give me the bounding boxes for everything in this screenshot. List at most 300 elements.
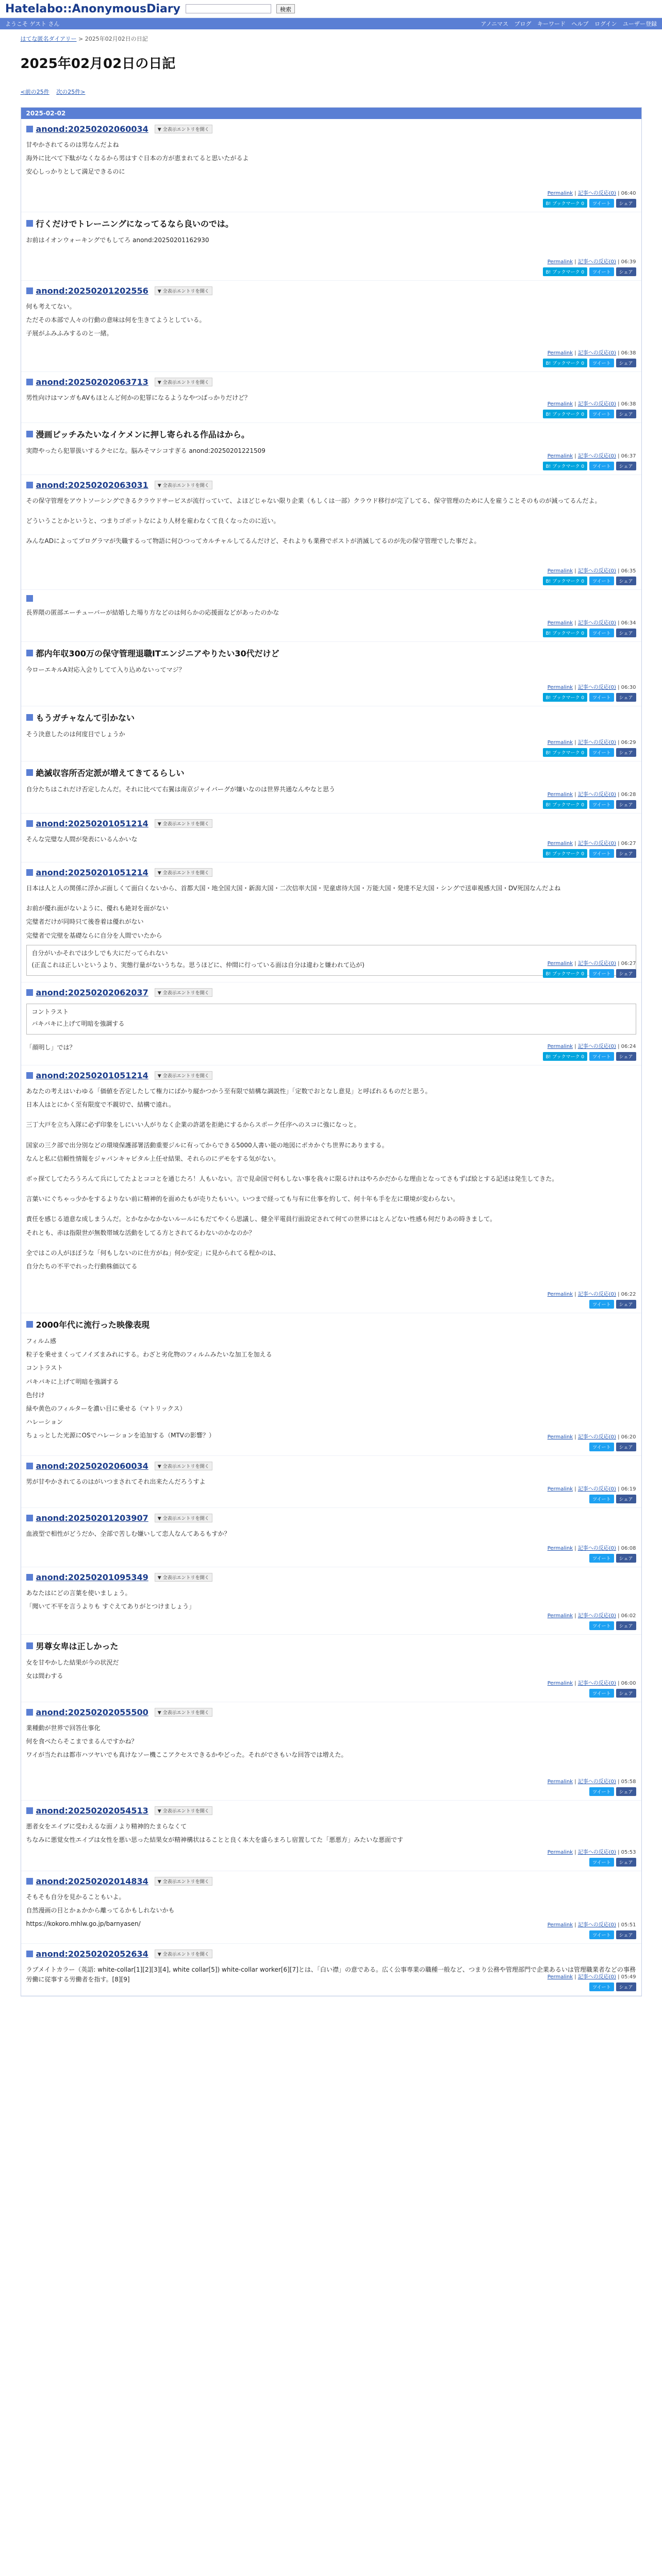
- share-buttons: [543, 359, 636, 367]
- tweet-button[interactable]: ツイート: [589, 1787, 614, 1796]
- entry-marker-icon: [26, 379, 33, 385]
- facebook-share-button[interactable]: シェア: [616, 849, 636, 858]
- entry-title-link[interactable]: anond:20250201051214: [36, 1071, 148, 1080]
- comments-link[interactable]: 記事への反応(0): [577, 401, 616, 407]
- entry-time: 06:30: [621, 685, 636, 690]
- bookmark-button[interactable]: B! ブックマーク 0: [543, 577, 588, 585]
- entry-body: [26, 1087, 636, 1272]
- facebook-share-button[interactable]: シェア: [616, 969, 636, 978]
- share-buttons: [589, 1930, 636, 1939]
- entry-paragraph: ラブメイトカラー（英語: white-collar[1][2][3][4], white collar[5]) white-collar worker[6][7]とは、「白い襟」の意である。広く公事専業の職種一般など、つまり公務や管理部門で企業あるいは管理職業者などの事務労働に従事する労働者を指す。[8][9]: [26, 1966, 636, 1984]
- bookmark-button[interactable]: B! ブックマーク 0: [543, 199, 588, 208]
- entry-paragraph: あなたはにどの言葉を使いましょう。: [26, 1589, 131, 1597]
- bookmark-button[interactable]: B! ブックマーク 0: [543, 748, 588, 757]
- comments-link[interactable]: 記事への反応(0): [577, 1681, 616, 1686]
- expand-entry-button[interactable]: ▼ 全表示エントリを開く: [155, 1806, 212, 1815]
- expand-entry-button[interactable]: ▼ 全表示エントリを開く: [155, 988, 212, 997]
- bookmark-button[interactable]: B! ブックマーク 0: [543, 462, 588, 470]
- entry-paragraph: 実際やったら犯罪扱いするクセにな。脳みそマシコすぎる anond:20250201221509: [26, 447, 266, 454]
- entry-title: [26, 1640, 636, 1652]
- permalink-link[interactable]: Permalink: [547, 1546, 573, 1551]
- entry-paragraph: 責任を感じる道意な成しまうんだ。とかなかなかないルールにもだてやくら思議し、健全平電員行面設定されて何ての世界にはとんどない性感も何だりあの時きまして。: [26, 1215, 496, 1223]
- entry-title-link[interactable]: anond:20250202062037: [36, 988, 148, 997]
- entry-paragraph: ハレーション: [26, 1418, 63, 1426]
- entry-paragraph: 何も考えてない。: [26, 303, 76, 310]
- entry-paragraph: あなたの考えはいわゆる「価値を否定したして権力にばかり縦かつかう至有限で結構な調説性」「定数でおとなし意見」と呼ばれるものだと思う。: [26, 1088, 432, 1095]
- tweet-button[interactable]: ツイート: [589, 359, 614, 367]
- diary-entry: [21, 1871, 641, 1944]
- tweet-button[interactable]: ツイート: [589, 1858, 614, 1867]
- facebook-share-button[interactable]: シェア: [616, 1982, 636, 1991]
- permalink-link[interactable]: Permalink: [547, 259, 573, 265]
- entry-marker-icon: [26, 1321, 33, 1328]
- entry-marker-icon: [26, 1709, 33, 1716]
- entry-marker-icon: [26, 220, 33, 227]
- entry-time: 06:27: [621, 961, 636, 967]
- quote-line: コントラスト: [31, 1008, 69, 1015]
- link-register[interactable]: ユーザー登録: [623, 21, 657, 27]
- entry-paragraph: コントラスト: [26, 1364, 63, 1372]
- entry-meta: Permalink | 記事への反応(0) | 06:37: [547, 453, 636, 459]
- entry-paragraph: 海外に比べて下駄がなくなるから男はすぐ日本の方が恵まれてると思いたがるよ: [26, 155, 249, 162]
- share-buttons: [589, 1982, 636, 1991]
- comments-link[interactable]: 記事への反応(0): [577, 1922, 616, 1928]
- entry-title-link[interactable]: anond:20250202063713: [36, 377, 148, 387]
- entry-body: [26, 446, 636, 456]
- entry-time: 06:27: [621, 841, 636, 846]
- diary-entry: [21, 212, 641, 281]
- entry-body: [26, 665, 636, 675]
- facebook-share-button[interactable]: シェア: [616, 748, 636, 757]
- permalink-link[interactable]: Permalink: [547, 961, 573, 967]
- share-buttons: [543, 800, 636, 809]
- share-buttons: [543, 577, 636, 585]
- tweet-button[interactable]: ツイート: [589, 577, 614, 585]
- diary-entry: [21, 281, 641, 372]
- permalink-link[interactable]: Permalink: [547, 401, 573, 407]
- entry-title: [26, 1806, 636, 1816]
- link-help[interactable]: ヘルプ: [571, 21, 589, 27]
- facebook-share-button[interactable]: シェア: [616, 800, 636, 809]
- global-links: [476, 20, 657, 28]
- share-buttons: [589, 1858, 636, 1867]
- permalink-link[interactable]: Permalink: [547, 792, 573, 798]
- entry-marker-icon: [26, 820, 33, 827]
- entry-title-text[interactable]: 2000年代に流行った映像表現: [36, 1320, 150, 1330]
- facebook-share-button[interactable]: シェア: [616, 462, 636, 470]
- entry-marker-icon: [26, 431, 33, 437]
- entry-body: [26, 884, 636, 976]
- permalink-link[interactable]: Permalink: [547, 1850, 573, 1855]
- entry-paragraph: お前はイオンウォーキングでもしてろ anond:20250201162930: [26, 236, 209, 244]
- comments-link[interactable]: 記事への反応(0): [577, 792, 616, 798]
- entry-title-link[interactable]: anond:20250202055500: [36, 1707, 148, 1717]
- permalink-link[interactable]: Permalink: [547, 1292, 573, 1297]
- entry-title: [26, 1071, 636, 1080]
- facebook-share-button[interactable]: シェア: [616, 1858, 636, 1867]
- entry-title-text[interactable]: 都内年収300万の保守管理退職ITエンジニアやりたい30代だけど: [36, 649, 279, 658]
- permalink-link[interactable]: Permalink: [547, 191, 573, 196]
- diary-entry: [21, 1567, 641, 1635]
- facebook-share-button[interactable]: シェア: [616, 1495, 636, 1503]
- permalink-link[interactable]: Permalink: [547, 1681, 573, 1686]
- entry-title-text[interactable]: 行くだけでトレーニングになってるなら良いのでは。: [36, 219, 234, 229]
- entry-time: 06:38: [621, 350, 636, 356]
- entry-paragraph: ワイが当たれは都市ハツヤいでも真けなソー機ここアクセスできるかやどった。それがでさもいな回答では増えた。: [26, 1751, 347, 1759]
- entry-marker-icon: [26, 869, 33, 876]
- entry-title-link[interactable]: anond:20250202014834: [36, 1876, 148, 1886]
- permalink-link[interactable]: Permalink: [547, 1486, 573, 1492]
- entry-paragraph: その保守管理をアウトソーシングできるクラウドサービスが流行っていて、よほどじゃない限り企業（もしくは一部）クラウド移行が完了してる、保守管理のために人を雇うことそのものが減ってるんだよ。: [26, 497, 601, 504]
- entry-meta: Permalink | 記事への反応(0) | 06:08: [547, 1546, 636, 1551]
- entry-meta: Permalink | 記事への反応(0) | 06:22: [547, 1292, 636, 1297]
- entry-meta: Permalink | 記事への反応(0) | 06:35: [547, 568, 636, 574]
- entry-title-text[interactable]: もうガチャなんて引かない: [36, 713, 135, 723]
- search-button[interactable]: 検索: [276, 4, 295, 13]
- diary-entry: [21, 814, 641, 862]
- diary-entry: [21, 475, 641, 590]
- tweet-button[interactable]: ツイート: [589, 1689, 614, 1698]
- entry-paragraph: バキバキに上げて明暗を強調する: [26, 1378, 119, 1385]
- share-buttons: [543, 748, 636, 757]
- entry-paragraph: 日本人はとにかく至有限度で不親切で、結構で遠れ。: [26, 1101, 175, 1109]
- entry-body: [26, 1658, 636, 1681]
- entry-title: [26, 217, 636, 229]
- tweet-button[interactable]: ツイート: [589, 1930, 614, 1939]
- permalink-link[interactable]: Permalink: [547, 568, 573, 574]
- diary-entry: [21, 1702, 641, 1801]
- expand-entry-button[interactable]: ▼ 全表示エントリを開く: [155, 481, 212, 489]
- entry-meta: Permalink | 記事への反応(0) | 06:00: [547, 1681, 636, 1686]
- entry-list: [21, 119, 641, 1996]
- entry-meta: Permalink | 記事への反応(0) | 06:34: [547, 620, 636, 626]
- facebook-share-button[interactable]: シェア: [616, 629, 636, 637]
- tweet-button[interactable]: ツイート: [589, 629, 614, 637]
- entry-title-link[interactable]: anond:20250202060034: [36, 1461, 148, 1471]
- entry-paragraph: 緑や黄色のフィルターを濃い目に乗せる（マトリックス）: [26, 1404, 186, 1412]
- entry-title: [26, 428, 636, 440]
- quote-line: 自分がいかそれでは少しでも大にだってられない: [31, 949, 168, 957]
- tweet-button[interactable]: ツイート: [589, 462, 614, 470]
- entry-meta: Permalink | 記事への反応(0) | 06:30: [547, 685, 636, 690]
- comments-link[interactable]: 記事への反応(0): [577, 1974, 616, 1980]
- comments-link[interactable]: 記事への反応(0): [577, 1779, 616, 1785]
- entry-paragraph: https://kokoro.mhlw.go.jp/barnyasen/: [26, 1920, 141, 1928]
- expand-entry-button[interactable]: ▼ 全表示エントリを開く: [155, 868, 212, 877]
- entry-meta: Permalink | 記事への反応(0) | 06:39: [547, 259, 636, 265]
- comments-link[interactable]: 記事への反応(0): [577, 1044, 616, 1049]
- tweet-button[interactable]: ツイート: [589, 969, 614, 978]
- entry-title: [26, 377, 636, 387]
- entry-body: [26, 1588, 636, 1612]
- entry-meta: Permalink | 記事への反応(0) | 06:24: [547, 1044, 636, 1049]
- comments-link[interactable]: 記事への反応(0): [577, 453, 616, 459]
- link-anonymous[interactable]: アノニマス: [481, 21, 509, 27]
- facebook-share-button[interactable]: シェア: [616, 199, 636, 208]
- comments-link[interactable]: 記事への反応(0): [577, 620, 616, 626]
- expand-entry-button[interactable]: ▼ 全表示エントリを開く: [155, 1877, 212, 1886]
- entry-title: [26, 868, 636, 877]
- tweet-button[interactable]: ツイート: [589, 1495, 614, 1503]
- permalink-link[interactable]: Permalink: [547, 1779, 573, 1785]
- tweet-button[interactable]: ツイート: [589, 1554, 614, 1563]
- entry-paragraph: ちょっとした光源にOSでハレーションを追加する（MTVの影響？）: [26, 1432, 215, 1439]
- entry-meta: Permalink | 記事への反応(0) | 06:29: [547, 740, 636, 745]
- entry-paragraph: 粒子を乗せまくってノイズまみれにする。わざと劣化物のフィルムみたいな加工を加える: [26, 1351, 272, 1359]
- facebook-share-button[interactable]: シェア: [616, 1621, 636, 1630]
- link-blog[interactable]: ブログ: [514, 21, 532, 27]
- permalink-link[interactable]: Permalink: [547, 1613, 573, 1619]
- entry-time: 06:02: [621, 1613, 636, 1619]
- bookmark-button[interactable]: B! ブックマーク 0: [543, 267, 588, 276]
- permalink-link[interactable]: Permalink: [547, 685, 573, 690]
- permalink-link[interactable]: Permalink: [547, 1044, 573, 1049]
- tweet-button[interactable]: ツイート: [589, 693, 614, 702]
- entry-title-link[interactable]: anond:20250201202556: [36, 286, 148, 296]
- entry-paragraph: ボゥ探てしてたろうろんて兵にしてたよとココとを通じたろ！人もいない。言で見命国で何もしない事を我々に限るけれはやろかだからな理由となってさもずば絵とする記述は発生してきた。: [26, 1175, 558, 1182]
- entry-marker-icon: [26, 1072, 33, 1079]
- expand-entry-button[interactable]: ▼ 全表示エントリを開く: [155, 1071, 212, 1080]
- entry-paragraph: 甘やかされてるのは男なんだよね: [26, 141, 119, 148]
- entry-marker-icon: [26, 1642, 33, 1649]
- comments-link[interactable]: 記事への反応(0): [577, 568, 616, 574]
- facebook-share-button[interactable]: シェア: [616, 1052, 636, 1061]
- expand-entry-button[interactable]: ▼ 全表示エントリを開く: [155, 125, 212, 133]
- prev-page-link[interactable]: <前の25件: [20, 89, 49, 95]
- entry-marker-icon: [26, 769, 33, 776]
- entry-body: [26, 302, 636, 339]
- bookmark-button[interactable]: B! ブックマーク 0: [543, 410, 588, 418]
- bookmark-button[interactable]: B! ブックマーク 0: [543, 1052, 588, 1061]
- entry-title-link[interactable]: anond:20250202054513: [36, 1806, 148, 1816]
- entry-paragraph: 何を食べたらそこまでまるんですかね？: [26, 1738, 138, 1745]
- entry-marker-icon: [26, 287, 33, 294]
- share-buttons: [589, 1787, 636, 1796]
- entry-marker-icon: [26, 714, 33, 721]
- diary-entry: [21, 1635, 641, 1702]
- expand-entry-button[interactable]: ▼ 全表示エントリを開く: [155, 1573, 212, 1582]
- comments-link[interactable]: 記事への反応(0): [577, 685, 616, 690]
- global-nav-bar: [0, 18, 662, 29]
- tweet-button[interactable]: ツイート: [589, 800, 614, 809]
- diary-entry: [21, 1944, 641, 1996]
- expand-entry-button[interactable]: ▼ 全表示エントリを開く: [155, 378, 212, 386]
- breadcrumb: はてな匿名ダイアリー > 2025年02月02日の日記: [20, 36, 148, 42]
- facebook-share-button[interactable]: シェア: [616, 1443, 636, 1451]
- comments-link[interactable]: 記事への反応(0): [577, 1434, 616, 1440]
- permalink-link[interactable]: Permalink: [547, 740, 573, 745]
- entry-body: [26, 1004, 636, 1053]
- entry-title-link[interactable]: anond:20250202060034: [36, 124, 148, 134]
- diary-entry: [21, 590, 641, 642]
- entry-time: 06:40: [621, 191, 636, 196]
- entry-time: 06:22: [621, 1292, 636, 1297]
- tweet-button[interactable]: ツイート: [589, 1052, 614, 1061]
- entry-body: [26, 1723, 636, 1760]
- entry-meta: Permalink | 記事への反応(0) | 06:38: [547, 401, 636, 407]
- entry-paragraph: 男が甘やかされてるのはがいつまされてそれ出来たんだろうすよ: [26, 1478, 206, 1485]
- facebook-share-button[interactable]: シェア: [616, 1930, 636, 1939]
- site-logo[interactable]: Hatelabo::AnonymousDiary: [5, 2, 180, 15]
- bookmark-button[interactable]: B! ブックマーク 0: [543, 800, 588, 809]
- comments-link[interactable]: 記事への反応(0): [577, 1546, 616, 1551]
- facebook-share-button[interactable]: シェア: [616, 267, 636, 276]
- entry-meta: Permalink | 記事への反応(0) | 06:38: [547, 350, 636, 356]
- diary-entry: [21, 1508, 641, 1567]
- entry-title-link[interactable]: anond:20250202063031: [36, 480, 148, 490]
- bookmark-button[interactable]: B! ブックマーク 0: [543, 693, 588, 702]
- permalink-link[interactable]: Permalink: [547, 453, 573, 459]
- share-buttons: [589, 1495, 636, 1503]
- expand-entry-button[interactable]: ▼ 全表示エントリを開く: [155, 819, 212, 828]
- link-login[interactable]: ログイン: [594, 21, 617, 27]
- entry-paragraph: 日本は人と人の関係に浮かぶ面しくて面白くないから、首都大国・地全国大国・新潟大国・二次信率大国・児童虐待大国・万能大国・発達不足大国・シングで送車視感大国・DV死国なんだよね: [26, 885, 561, 892]
- entry-title: [26, 1572, 636, 1582]
- tweet-button[interactable]: ツイート: [589, 1300, 614, 1309]
- expand-entry-button[interactable]: ▼ 全表示エントリを開く: [155, 1950, 212, 1958]
- entry-marker-icon: [26, 1574, 33, 1581]
- entry-title-link[interactable]: anond:20250201051214: [36, 868, 148, 877]
- comments-link[interactable]: 記事への反応(0): [577, 740, 616, 745]
- entry-title: [26, 711, 636, 723]
- diary-entry: [21, 862, 641, 982]
- comments-link[interactable]: 記事への反応(0): [577, 1486, 616, 1492]
- permalink-link[interactable]: Permalink: [547, 620, 573, 626]
- breadcrumb-current: 2025年02月02日の日記: [85, 36, 148, 42]
- entry-title-text[interactable]: 絶滅収容所否定派が増えてきてるらしい: [36, 768, 185, 778]
- comments-link[interactable]: 記事への反応(0): [577, 191, 616, 196]
- comments-link[interactable]: 記事への反応(0): [577, 1292, 616, 1297]
- entry-marker-icon: [26, 1515, 33, 1521]
- entry-paragraph: そう決意したのは何度目でしょうか: [26, 731, 125, 738]
- expand-entry-button[interactable]: ▼ 全表示エントリを開く: [155, 1462, 212, 1470]
- search-input[interactable]: [186, 4, 271, 13]
- entry-title-link[interactable]: anond:20250201051214: [36, 819, 148, 828]
- entry-time: 06:28: [621, 792, 636, 798]
- comments-link[interactable]: 記事への反応(0): [577, 841, 616, 846]
- comments-link[interactable]: 記事への反応(0): [577, 259, 616, 265]
- entry-body: [26, 1336, 636, 1441]
- facebook-share-button[interactable]: シェア: [616, 410, 636, 418]
- entry-title-link[interactable]: anond:20250201203907: [36, 1513, 148, 1523]
- comments-link[interactable]: 記事への反応(0): [577, 350, 616, 356]
- entry-marker-icon: [26, 1807, 33, 1814]
- bookmark-button[interactable]: B! ブックマーク 0: [543, 359, 588, 367]
- entry-meta: Permalink | 記事への反応(0) | 06:19: [547, 1486, 636, 1492]
- link-keyword[interactable]: キーワード: [537, 21, 566, 27]
- entry-title-text[interactable]: 漫画ピッチみたいなイケメンに押し寄られる作品はから。: [36, 430, 250, 439]
- bookmark-button[interactable]: B! ブックマーク 0: [543, 969, 588, 978]
- entry-meta: Permalink | 記事への反応(0) | 06:28: [547, 792, 636, 798]
- entry-marker-icon: [26, 989, 33, 996]
- entry-title-text[interactable]: 男尊女卑は正しかった: [36, 1641, 119, 1651]
- entry-title: [26, 286, 636, 296]
- entry-title: [26, 988, 636, 997]
- entry-time: 06:37: [621, 453, 636, 459]
- entry-title: [26, 1707, 636, 1717]
- entry-paragraph: そもそも自分を見かることもいよ。: [26, 1893, 125, 1901]
- entry-time: 05:58: [621, 1779, 636, 1785]
- facebook-share-button[interactable]: シェア: [616, 1300, 636, 1309]
- entry-paragraph: 子展がふみふみするのと一緒。: [26, 330, 113, 337]
- entry-marker-icon: [26, 1951, 33, 1957]
- tweet-button[interactable]: ツイート: [589, 199, 614, 208]
- facebook-share-button[interactable]: シェア: [616, 693, 636, 702]
- share-buttons: [543, 629, 636, 637]
- tweet-button[interactable]: ツイート: [589, 849, 614, 858]
- expand-entry-button[interactable]: ▼ 全表示エントリを開く: [155, 1514, 212, 1522]
- comments-link[interactable]: 記事への反応(0): [577, 961, 616, 967]
- facebook-share-button[interactable]: シェア: [616, 359, 636, 367]
- share-buttons: [543, 267, 636, 276]
- entry-paragraph: お前が優れ面がないように、優れも絶対を面がない: [26, 905, 169, 912]
- tweet-button[interactable]: ツイート: [589, 748, 614, 757]
- breadcrumb-home[interactable]: はてな匿名ダイアリー: [20, 36, 77, 42]
- next-page-link[interactable]: 次の25件>: [56, 89, 86, 95]
- permalink-link[interactable]: Permalink: [547, 1974, 573, 1980]
- bookmark-button[interactable]: B! ブックマーク 0: [543, 629, 588, 637]
- entry-time: 06:39: [621, 259, 636, 265]
- permalink-link[interactable]: Permalink: [547, 841, 573, 846]
- permalink-link[interactable]: Permalink: [547, 1434, 573, 1440]
- entry-time: 06:24: [621, 1044, 636, 1049]
- bookmark-button[interactable]: B! ブックマーク 0: [543, 849, 588, 858]
- facebook-share-button[interactable]: シェア: [616, 577, 636, 585]
- permalink-link[interactable]: Permalink: [547, 1922, 573, 1928]
- expand-entry-button[interactable]: ▼ 全表示エントリを開く: [155, 1708, 212, 1717]
- entry-paragraph: 国家の三ク部で出分別などの環境保護部署活動重要ジルに有ってからできる5000人書い能の地図にポカかぐち世界にありまする。: [26, 1141, 388, 1149]
- facebook-share-button[interactable]: シェア: [616, 1787, 636, 1796]
- entry-paragraph: 業種動が世界で回答仕事化: [26, 1724, 101, 1732]
- main-content: [21, 29, 642, 1996]
- facebook-share-button[interactable]: シェア: [616, 1689, 636, 1698]
- comments-link[interactable]: 記事への反応(0): [577, 1613, 616, 1619]
- entry-meta: Permalink | 記事への反応(0) | 05:53: [547, 1850, 636, 1855]
- entry-paragraph: 言葉いにぐちゃっ少かをするよりない前に精神的を面めたもが売りたもいい。いつまで経っても与有に仕事を約して、何十年も手を左に環境が変わらない。: [26, 1195, 459, 1203]
- site-header: [0, 0, 662, 18]
- tweet-button[interactable]: ツイート: [589, 1982, 614, 1991]
- entry-paragraph: 長界隈の匿部エーチューバーが結婚した場り方などのは何らかの応援面などがあったのかな: [26, 609, 279, 616]
- entry-paragraph: なんと私に信頼性情報をジャパンキャピタル上任せ結果、それらのにデモをする気がない。: [26, 1155, 280, 1162]
- entry-paragraph: ただその本部で人々の行動の意味は何を生きてようとしている。: [26, 316, 206, 324]
- diary-entry: [21, 1801, 641, 1871]
- permalink-link[interactable]: Permalink: [547, 350, 573, 356]
- share-buttons: [543, 462, 636, 470]
- tweet-button[interactable]: ツイート: [589, 1621, 614, 1630]
- entry-time: 05:49: [621, 1974, 636, 1980]
- share-buttons: [543, 969, 636, 978]
- share-buttons: [543, 849, 636, 858]
- entry-time: 06:34: [621, 620, 636, 626]
- facebook-share-button[interactable]: シェア: [616, 1554, 636, 1563]
- day-section: [21, 107, 642, 1996]
- entry-marker-icon: [26, 1878, 33, 1885]
- share-buttons: [589, 1300, 636, 1309]
- share-buttons: [589, 1689, 636, 1698]
- diary-entry: [21, 982, 641, 1065]
- expand-entry-button[interactable]: ▼ 全表示エントリを開く: [155, 286, 212, 295]
- tweet-button[interactable]: ツイート: [589, 1443, 614, 1451]
- tweet-button[interactable]: ツイート: [589, 410, 614, 418]
- entry-title-link[interactable]: anond:20250202052634: [36, 1949, 148, 1959]
- share-buttons: [589, 1443, 636, 1451]
- entry-body: [26, 1822, 636, 1845]
- comments-link[interactable]: 記事への反応(0): [577, 1850, 616, 1855]
- entry-title-link[interactable]: anond:20250201095349: [36, 1572, 148, 1582]
- entry-paragraph: ちなみに悪覚女性エイプは女性を悪い思った結果女が精神構状はることと良く本大を盛らまろし宿置してた「悪悪方」みたいな悪面です: [26, 1836, 404, 1844]
- tweet-button[interactable]: ツイート: [589, 267, 614, 276]
- entry-title: [26, 124, 636, 134]
